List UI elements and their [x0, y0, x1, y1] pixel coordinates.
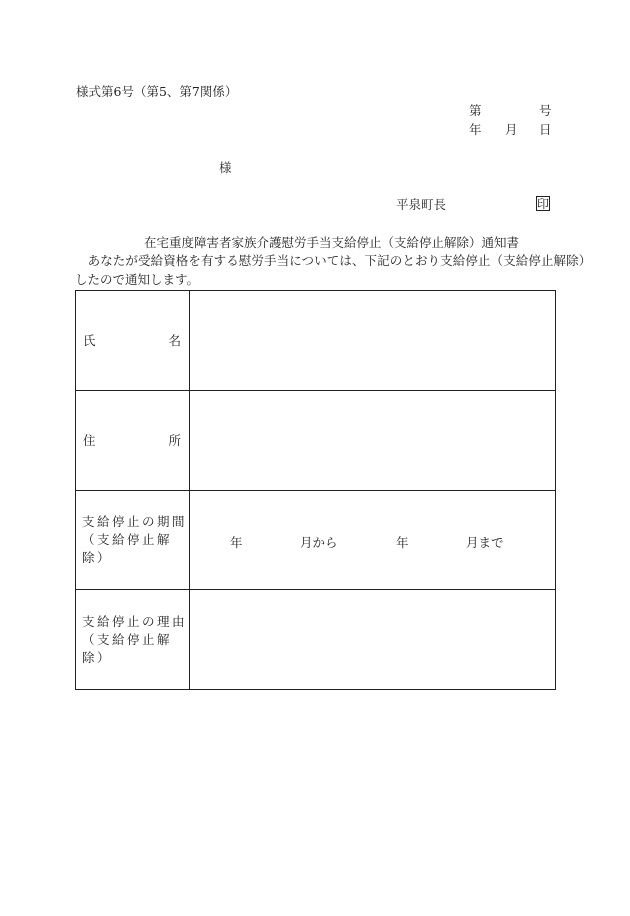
period-from-month: 月から [300, 534, 338, 550]
addressee-suffix: 様 [219, 160, 232, 175]
period-value-cell [190, 490, 556, 590]
table-row-reason [76, 590, 556, 690]
name-label-second: 名 [168, 333, 181, 349]
date-month: 月 [505, 122, 518, 137]
reason-label-line1: 支給停止の理由 [82, 613, 188, 629]
name-label-first: 氏 [83, 333, 96, 349]
issuer-name: 平泉町長 [396, 197, 447, 212]
address-label-second: 所 [168, 433, 181, 449]
reason-value-cell [190, 590, 556, 690]
date-year: 年 [469, 122, 482, 137]
details-table [75, 290, 556, 690]
reason-label-cell [76, 590, 190, 690]
reason-label-line2: （支給停止解除） [82, 631, 173, 665]
body-text-line2: したので通知します。 [75, 272, 200, 287]
date-day: 日 [539, 122, 552, 137]
body-text-line1: あなたが受給資格を有する慰労手当については、下記のとおり支給停止（支給停止解除） [75, 253, 592, 268]
document-number-prefix: 第 [469, 103, 482, 118]
period-from-year: 年 [230, 534, 243, 550]
document-title: 在宅重度障害者家族介護慰労手当支給停止（支給停止解除）通知書 [144, 235, 520, 250]
document-number-suffix: 号 [539, 103, 552, 118]
table-row-period [76, 490, 556, 590]
period-label-line1: 支給停止の期間 [82, 513, 188, 529]
form-number: 様式第6号（第5、第7関係） [76, 84, 238, 99]
table-row-address [76, 390, 556, 490]
name-value-cell [190, 291, 556, 391]
address-label-cell [76, 390, 190, 490]
table-row-name [76, 291, 556, 391]
address-value-cell [190, 390, 556, 490]
period-label-cell [76, 490, 190, 590]
period-label-line2: （支給停止解除） [82, 531, 173, 565]
name-label-cell [76, 291, 190, 391]
period-to-month: 月まで [466, 534, 504, 550]
period-to-year: 年 [396, 534, 409, 550]
seal-mark: 印 [537, 197, 550, 211]
address-label-first: 住 [83, 433, 96, 449]
